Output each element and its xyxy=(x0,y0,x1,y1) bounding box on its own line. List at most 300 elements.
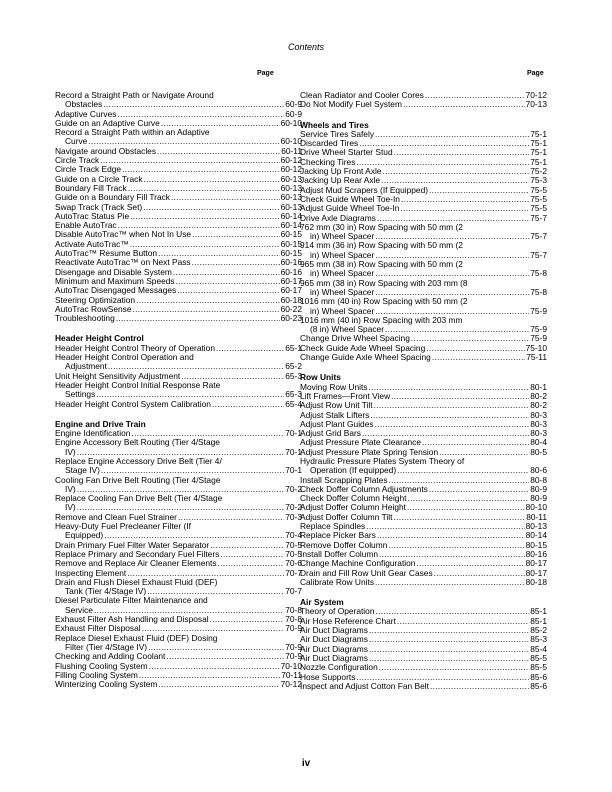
toc-entry-page: 80-2 xyxy=(530,391,547,401)
toc-entry-title: Navigate around Obstacles xyxy=(55,146,157,156)
toc-entry[interactable] xyxy=(55,249,302,258)
toc-entry-title: Drive Wheel Starter Stud xyxy=(300,148,393,158)
toc-entry[interactable] xyxy=(55,550,302,559)
dot-leader xyxy=(178,513,284,522)
toc-entry[interactable] xyxy=(55,305,302,314)
toc-entry-page: 60-16 xyxy=(280,258,302,268)
toc-entry-page: 70-12 xyxy=(280,680,302,690)
toc-entry[interactable] xyxy=(55,314,302,323)
toc-entry-page: 60-16 xyxy=(280,267,302,277)
toc-entry[interactable] xyxy=(55,240,302,249)
toc-entry-page: 85-3 xyxy=(530,635,547,645)
toc-entry-title: Jacking Up Front Axle xyxy=(300,167,382,177)
toc-entry-title: Exhaust Filter Ash Handling and Disposal xyxy=(55,615,209,625)
toc-entry-title: Discarded Tires xyxy=(300,139,359,149)
toc-entry-title: Change Drive Wheel Spacing xyxy=(300,334,410,344)
toc-entry[interactable] xyxy=(300,91,547,100)
dot-leader xyxy=(192,258,280,267)
toc-entry-page: 80-4 xyxy=(530,438,547,448)
toc-entry-page: 70-8 xyxy=(285,615,302,625)
toc-entry[interactable] xyxy=(300,654,547,663)
toc-entry[interactable] xyxy=(300,550,547,559)
toc-entry-title: Engine Identification xyxy=(55,429,131,439)
toc-entry-page: 80-9 xyxy=(530,494,547,504)
toc-entry[interactable] xyxy=(300,569,547,578)
dot-leader xyxy=(192,230,280,239)
toc-entry-title: Guide on a Circle Track xyxy=(55,174,143,184)
toc-section xyxy=(55,91,302,323)
toc-entry[interactable] xyxy=(300,383,547,392)
dot-leader xyxy=(210,541,284,550)
toc-entry-title: Header Height Control System Calibration xyxy=(55,399,211,409)
dot-leader xyxy=(434,569,525,578)
toc-entry-title: AutoTrac Disengaged Messages xyxy=(55,286,177,296)
toc-entry-page: 75-8 xyxy=(530,269,547,279)
toc-entry-title: Inspect and Adjust Cotton Fan Belt xyxy=(300,681,429,691)
toc-entry-page: 75-7 xyxy=(530,250,547,260)
dot-leader xyxy=(158,680,279,689)
toc-entry[interactable] xyxy=(300,522,547,531)
toc-entry-page: 70-3 xyxy=(285,512,302,522)
toc-entry[interactable] xyxy=(300,513,547,522)
toc-entry[interactable] xyxy=(55,110,302,119)
toc-entry-page: 80-11 xyxy=(526,512,547,522)
toc-entry-title: Filling Cooling System xyxy=(55,670,138,680)
dot-leader xyxy=(94,606,284,615)
toc-entry-page: 70-2 xyxy=(285,503,302,513)
toc-entry[interactable] xyxy=(300,578,547,587)
dot-leader xyxy=(166,652,284,661)
dot-leader xyxy=(171,193,280,202)
toc-entry-page: 75-1 xyxy=(530,139,547,149)
dot-leader xyxy=(429,485,529,494)
toc-entry-title: (8 in) Wheel Spacer xyxy=(310,325,385,335)
toc-entry-title: Enable AutoTrac xyxy=(55,221,117,231)
toc-entry-title: Operation (If equipped) xyxy=(310,466,397,476)
toc-entry-page: 70-1 xyxy=(285,447,302,457)
section-heading: Header Height Control xyxy=(55,333,144,344)
toc-entry[interactable] xyxy=(300,176,547,185)
dot-leader xyxy=(118,221,280,230)
dot-leader xyxy=(422,438,529,447)
toc-entry[interactable] xyxy=(300,148,547,157)
toc-entry-title: Unit Height Sensitivity Adjustment xyxy=(55,371,181,381)
toc-entry-title: Nozzle Configuration xyxy=(300,663,378,673)
page-header-title: Contents xyxy=(287,42,325,52)
toc-entry-title: Guide on an Adaptive Curve xyxy=(55,118,160,128)
dot-leader xyxy=(426,344,524,353)
toc-entry-page: 80-3 xyxy=(530,429,547,439)
toc-entry-title-line: Header Height Control Initial Response Rate xyxy=(55,379,221,390)
toc-entry[interactable] xyxy=(55,559,302,568)
toc-entry-page: 60-13 xyxy=(280,183,302,193)
toc-entry-page: 75-1 xyxy=(530,148,547,158)
toc-entry-page: 75-1 xyxy=(530,157,547,167)
toc-entry-title: Remove Doffer Column xyxy=(300,540,388,550)
toc-entry-page: 75-1 xyxy=(530,129,547,139)
toc-left-column xyxy=(55,91,302,689)
toc-entry[interactable] xyxy=(300,130,547,139)
toc-entry[interactable] xyxy=(55,277,302,286)
toc-entry[interactable] xyxy=(300,316,547,335)
toc-entry[interactable] xyxy=(300,645,547,654)
dot-leader xyxy=(432,353,525,362)
toc-entry-title: Drain and Fill Row Unit Gear Cases xyxy=(300,568,433,578)
toc-entry[interactable] xyxy=(55,578,302,597)
toc-entry-page: 60-14 xyxy=(280,221,302,231)
toc-entry[interactable] xyxy=(300,617,547,626)
toc-entry-page: 65-3 xyxy=(285,390,302,400)
toc-entry[interactable] xyxy=(300,297,547,316)
dot-leader xyxy=(128,184,280,193)
toc-entry[interactable] xyxy=(300,411,547,420)
toc-entry-title: Steering Optimization xyxy=(55,295,136,305)
toc-entry-page: 65-2 xyxy=(285,362,302,372)
toc-entry-page: 60-15 xyxy=(280,249,302,259)
toc-entry[interactable] xyxy=(55,203,302,212)
toc-entry-title: Check Doffer Column Adjustments xyxy=(300,484,428,494)
toc-entry[interactable] xyxy=(55,494,302,513)
toc-entry-page: 60-14 xyxy=(280,211,302,221)
toc-entry[interactable] xyxy=(55,596,302,615)
toc-entry[interactable] xyxy=(55,671,302,680)
toc-entry[interactable] xyxy=(300,204,547,213)
page-column-label-right: Page xyxy=(527,70,544,77)
toc-entry[interactable] xyxy=(300,392,547,401)
toc-entry-title: Obstacles xyxy=(65,100,103,110)
toc-entry-title: Adjust Plant Guides xyxy=(300,419,374,429)
toc-entry[interactable] xyxy=(55,147,302,156)
toc-entry[interactable] xyxy=(55,652,302,661)
toc-entry[interactable] xyxy=(55,91,302,110)
toc-entry-page: 85-5 xyxy=(530,663,547,673)
toc-entry-page: 80-10 xyxy=(525,503,547,513)
toc-entry-title: Adjust Grid Bars xyxy=(300,429,361,439)
toc-entry[interactable] xyxy=(300,186,547,195)
toc-entry-title: Air Duct Diagrams xyxy=(300,644,368,654)
toc-entry-page: 60-9 xyxy=(285,109,302,119)
dot-leader xyxy=(425,91,525,100)
dot-leader xyxy=(394,148,530,157)
toc-entry-page: 60-15 xyxy=(280,230,302,240)
dot-leader xyxy=(430,682,529,691)
toc-entry-title: Adjust Mud Scrapers (If Equipped) xyxy=(300,185,429,195)
dot-leader xyxy=(362,429,529,438)
toc-entry-page: 70-10 xyxy=(280,661,302,671)
toc-entry-title: Circle Track Edge xyxy=(55,165,122,175)
toc-entry-title: in) Wheel Spacer xyxy=(310,250,375,260)
toc-entry-page: 80-18 xyxy=(525,577,547,587)
toc-entry[interactable] xyxy=(55,680,302,689)
toc-entry[interactable] xyxy=(300,559,547,568)
dot-leader xyxy=(133,305,280,314)
toc-entry-title: Stage IV) xyxy=(65,466,100,476)
dot-leader xyxy=(366,522,524,531)
dot-leader xyxy=(139,671,280,680)
toc-entry-page: 75-11 xyxy=(526,353,547,363)
toc-entry-page: 60-11 xyxy=(281,146,302,156)
toc-entry-page: 60-13 xyxy=(280,174,302,184)
toc-entry[interactable] xyxy=(55,381,302,400)
toc-entry-title: Adjust Guide Wheel Toe-In xyxy=(300,204,400,214)
toc-entry-title: Adjust Pressure Plate Spring Tension xyxy=(300,447,439,457)
toc-entry-title: Service Tires Safely xyxy=(300,129,375,139)
toc-entry-page: 75-5 xyxy=(530,204,547,214)
dot-leader xyxy=(375,607,529,616)
toc-entry-page: 80-6 xyxy=(530,466,547,476)
toc-entry-title: Clean Radiator and Cooler Cores xyxy=(300,91,424,100)
toc-entry[interactable] xyxy=(55,400,302,409)
toc-section xyxy=(300,121,547,363)
toc-entry-title-line: Record a Straight Path or Navigate Around xyxy=(55,90,214,100)
toc-entry-title: Remove and Replace Air Cleaner Elements xyxy=(55,559,217,569)
toc-entry[interactable] xyxy=(300,626,547,635)
toc-section xyxy=(300,598,547,691)
toc-entry-title-line: Engine Accessory Belt Routing (Tier 4/Stage xyxy=(55,437,220,448)
toc-entry-page: 80-3 xyxy=(530,410,547,420)
toc-entry-page: 65-3 xyxy=(285,371,302,381)
toc-entry-title: Header Height Control Theory of Operation xyxy=(55,343,215,353)
toc-entry[interactable] xyxy=(300,494,547,503)
toc-entry-title-line: Cooling Fan Drive Belt Routing (Tier 4/Stage xyxy=(55,474,221,485)
toc-entry-title-line: 914 mm (36 in) Row Spacing with 50 mm (2 xyxy=(300,240,463,251)
dot-leader xyxy=(379,550,525,559)
toc-entry[interactable] xyxy=(300,279,547,298)
toc-entry[interactable] xyxy=(55,476,302,495)
toc-entry[interactable] xyxy=(55,230,302,239)
toc-entry[interactable] xyxy=(300,353,547,362)
toc-entry-page: 70-13 xyxy=(525,100,547,110)
toc-entry-page: 75-8 xyxy=(530,287,547,297)
toc-entry[interactable] xyxy=(55,615,302,624)
toc-entry-page: 85-5 xyxy=(530,653,547,663)
dot-leader xyxy=(397,617,529,626)
toc-entry[interactable] xyxy=(300,223,547,242)
toc-entry-title: IV) xyxy=(65,484,76,494)
dot-leader xyxy=(388,541,524,550)
toc-entry-page: 70-9 xyxy=(285,642,302,652)
section-heading: Engine and Drive Train xyxy=(55,418,146,429)
toc-entry-page: 70-8 xyxy=(285,605,302,615)
toc-entry-title: Adjust Doffer Column Tilt xyxy=(300,512,393,522)
toc-entry-page: 80-17 xyxy=(525,559,547,569)
toc-entry[interactable] xyxy=(55,175,302,184)
dot-leader xyxy=(116,314,280,323)
toc-entry[interactable] xyxy=(300,531,547,540)
toc-entry-title: Disable AutoTrac™ when Not In Use xyxy=(55,230,192,240)
toc-entry-title: Adjustment xyxy=(65,362,107,372)
dot-leader xyxy=(130,240,280,249)
toc-entry[interactable] xyxy=(300,682,547,691)
toc-entry-title: Replace Spindles xyxy=(300,522,366,532)
toc-entry[interactable] xyxy=(300,334,547,343)
toc-entry[interactable] xyxy=(300,260,547,279)
toc-entry[interactable] xyxy=(300,241,547,260)
toc-entry-title: Check Doffer Column Height xyxy=(300,494,407,504)
toc-entry-page: 80-14 xyxy=(525,531,547,541)
toc-entry[interactable] xyxy=(300,438,547,447)
toc-entry-page: 80-13 xyxy=(525,522,547,532)
dot-leader xyxy=(210,615,285,624)
toc-entry-page: 70-1 xyxy=(285,429,302,439)
toc-entry[interactable] xyxy=(55,296,302,305)
dot-leader xyxy=(369,626,529,635)
toc-entry-page: 75-7 xyxy=(530,232,547,242)
toc-entry[interactable] xyxy=(55,156,302,165)
toc-entry-page: 85-1 xyxy=(530,616,547,626)
toc-entry[interactable] xyxy=(300,344,547,353)
toc-entry-page: 70-5 xyxy=(285,549,302,559)
toc-entry[interactable] xyxy=(55,522,302,541)
dot-leader xyxy=(416,559,524,568)
toc-entry[interactable] xyxy=(300,457,547,476)
toc-entry[interactable] xyxy=(55,286,302,295)
dot-leader xyxy=(375,130,529,139)
toc-entry-title-line: 1016 mm (40 in) Row Spacing with 203 mm xyxy=(300,314,463,325)
dot-leader xyxy=(77,503,285,512)
toc-entry-title: Adjust Pressure Plate Clearance xyxy=(300,438,422,448)
dot-leader xyxy=(88,137,279,146)
toc-entry-page: 75-9 xyxy=(530,306,547,316)
dot-leader xyxy=(356,673,529,682)
toc-entry-page: 80-16 xyxy=(525,549,547,559)
dot-leader xyxy=(407,503,525,512)
toc-entry-title: Install Scrapping Plates xyxy=(300,475,388,485)
toc-entry-title: AutoTrac RowSense xyxy=(55,304,132,314)
page-column-label-left: Page xyxy=(257,70,274,77)
toc-entry[interactable] xyxy=(300,401,547,410)
dot-leader xyxy=(379,663,529,672)
toc-entry[interactable] xyxy=(300,635,547,644)
toc-entry-page: 70-6 xyxy=(285,559,302,569)
toc-entry-title: Change Machine Configuration xyxy=(300,559,416,569)
toc-entry[interactable] xyxy=(55,438,302,457)
toc-entry-page: 60-12 xyxy=(280,156,302,166)
dot-leader xyxy=(158,249,279,258)
toc-section xyxy=(300,91,547,110)
toc-entry-title: Change Guide Axle Wheel Spacing xyxy=(300,353,431,363)
toc-entry[interactable] xyxy=(55,662,302,671)
dot-leader xyxy=(122,165,279,174)
toc-entry[interactable] xyxy=(300,139,547,148)
toc-entry[interactable] xyxy=(55,128,302,147)
toc-entry-title-line: 762 mm (30 in) Row Spacing with 50 mm (2 xyxy=(300,221,463,232)
dot-leader xyxy=(369,645,529,654)
toc-entry[interactable] xyxy=(300,673,547,682)
dot-leader xyxy=(393,513,525,522)
toc-entry-page: 60-22 xyxy=(280,304,302,314)
toc-entry[interactable] xyxy=(300,195,547,204)
toc-entry[interactable] xyxy=(55,457,302,476)
toc-entry-title: Air Duct Diagrams xyxy=(300,653,368,663)
toc-entry[interactable] xyxy=(55,634,302,653)
toc-entry-page: 80-17 xyxy=(525,568,547,578)
dot-leader xyxy=(377,531,525,540)
toc-entry-title: IV) xyxy=(65,447,76,457)
toc-entry-page: 85-4 xyxy=(530,644,547,654)
toc-entry-title: Drain Primary Fuel Filter Water Separator xyxy=(55,540,210,550)
toc-entry-page: 60-10 xyxy=(280,137,302,147)
toc-entry[interactable] xyxy=(300,167,547,176)
toc-entry[interactable] xyxy=(55,184,302,193)
toc-entry-title: Inspecting Element xyxy=(55,568,127,578)
toc-entry-title: Checking and Adding Coolant xyxy=(55,652,166,662)
toc-entry[interactable] xyxy=(300,429,547,438)
toc-entry[interactable] xyxy=(55,221,302,230)
dot-leader xyxy=(220,550,284,559)
toc-entry[interactable] xyxy=(300,541,547,550)
toc-entry-title: Air Duct Diagrams xyxy=(300,635,368,645)
toc-entry-page: 80-5 xyxy=(530,447,547,457)
toc-entry-page: 80-9 xyxy=(530,484,547,494)
dot-leader xyxy=(370,411,529,420)
toc-entry[interactable] xyxy=(55,193,302,202)
toc-entry-page: 60-13 xyxy=(280,202,302,212)
toc-entry-page: 70-1 xyxy=(285,466,302,476)
dot-leader xyxy=(403,100,525,109)
toc-entry-title-line: Header Height Control Operation and xyxy=(55,352,194,363)
toc-entry-title-line: Replace Diesel Exhaust Fluid (DEF) Dosing xyxy=(55,632,218,643)
toc-entry-page: 85-1 xyxy=(530,607,547,617)
dot-leader xyxy=(96,390,284,399)
toc-entry-page: 70-7 xyxy=(285,568,302,578)
toc-entry[interactable] xyxy=(300,485,547,494)
page-number: iv xyxy=(301,758,311,769)
dot-leader xyxy=(356,158,529,167)
dot-leader xyxy=(216,344,284,353)
toc-entry-title: Calibrate Row Units xyxy=(300,577,375,587)
toc-entry-page: 70-12 xyxy=(525,91,547,100)
toc-entry-page: 70-7 xyxy=(285,587,302,597)
toc-entry[interactable] xyxy=(300,503,547,512)
toc-entry[interactable] xyxy=(55,268,302,277)
toc-entry-title-line: Replace Cooling Fan Drive Belt (Tier 4/Stage xyxy=(55,493,223,504)
toc-entry-title: AutoTrac™ Resume Button xyxy=(55,249,158,259)
toc-entry[interactable] xyxy=(300,476,547,485)
toc-entry-page: 70-5 xyxy=(285,540,302,550)
toc-entry-title: IV) xyxy=(65,503,76,513)
toc-entry[interactable] xyxy=(300,158,547,167)
dot-leader xyxy=(149,662,280,671)
toc-entry-title: AutoTrac Status Pie xyxy=(55,211,130,221)
section-heading: Wheels and Tires xyxy=(300,119,369,130)
toc-entry-title: Flushing Cooling System xyxy=(55,661,148,671)
toc-entry-title: Install Doffer Column xyxy=(300,549,379,559)
toc-entry[interactable] xyxy=(55,212,302,221)
dot-leader xyxy=(108,362,284,371)
toc-entry[interactable] xyxy=(55,165,302,174)
toc-entry-page: 75-5 xyxy=(530,185,547,195)
toc-entry-title: Hose Supports xyxy=(300,672,356,682)
toc-entry[interactable] xyxy=(300,607,547,616)
toc-entry-page: 60-10 xyxy=(280,118,302,128)
toc-entry[interactable] xyxy=(300,663,547,672)
toc-entry-page: 70-11 xyxy=(281,670,302,680)
toc-entry-page: 70-9 xyxy=(285,624,302,634)
toc-entry-title-line: Hydraulic Pressure Plates System Theory of xyxy=(300,455,465,466)
toc-entry-page: 60-17 xyxy=(280,286,302,296)
toc-entry-title: Air Duct Diagrams xyxy=(300,626,368,636)
toc-entry-page: 80-1 xyxy=(530,382,547,392)
toc-entry[interactable] xyxy=(300,420,547,429)
toc-entry-title: Reactivate AutoTrac™ on Next Pass xyxy=(55,258,191,268)
toc-entry-title: Activate AutoTrac™ xyxy=(55,239,129,249)
toc-entry[interactable] xyxy=(55,541,302,550)
toc-entry[interactable] xyxy=(55,258,302,267)
toc-entry[interactable] xyxy=(300,100,547,109)
toc-entry[interactable] xyxy=(55,353,302,372)
dot-leader xyxy=(176,277,280,286)
